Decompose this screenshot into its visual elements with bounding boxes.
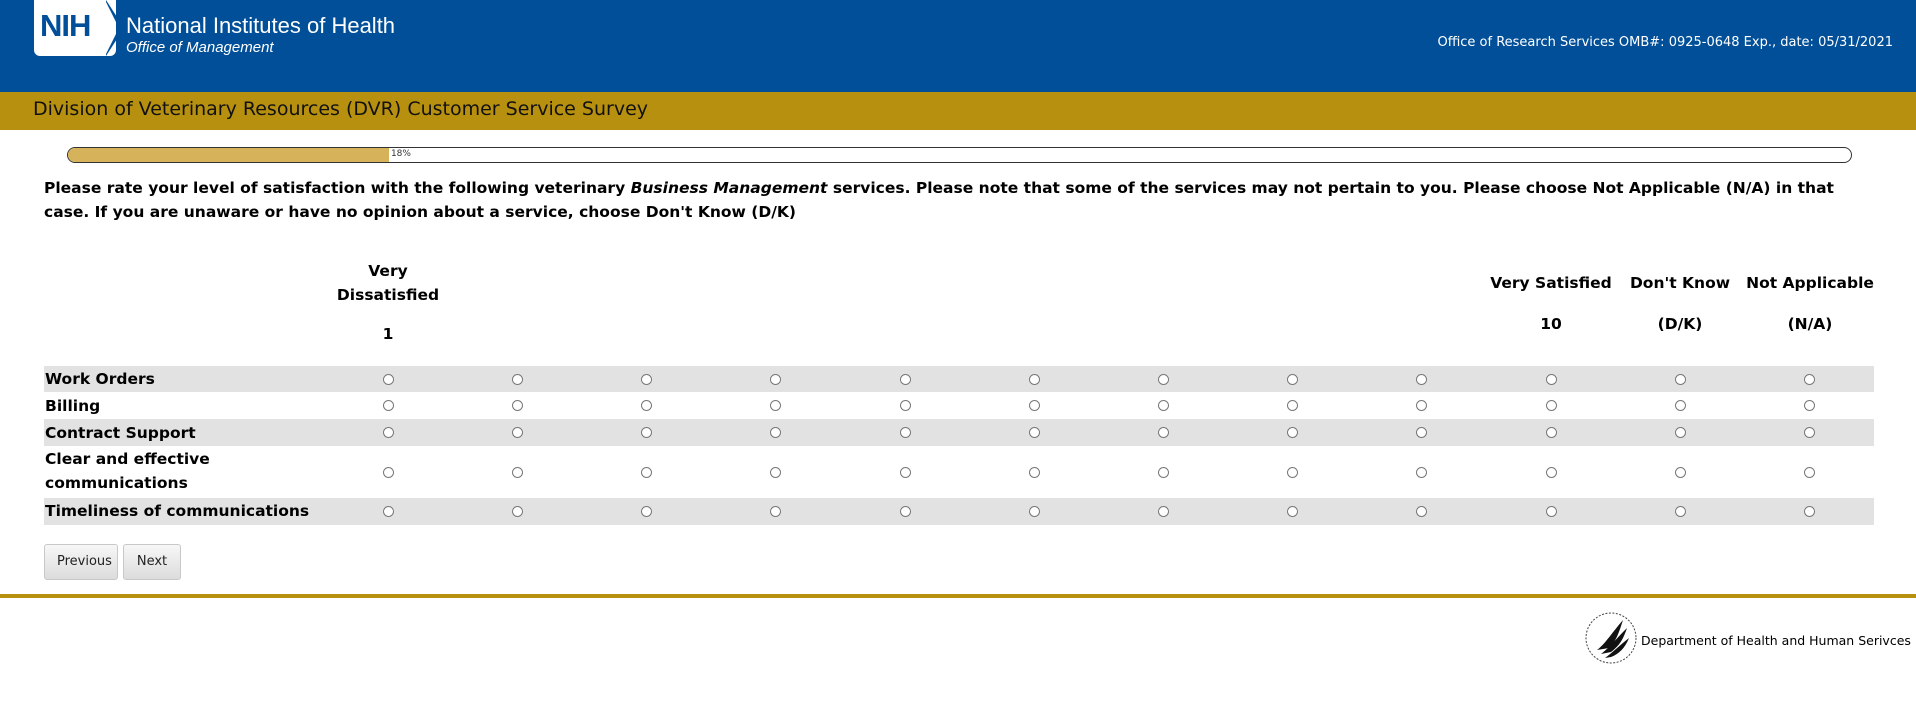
- radio-contract-support-1[interactable]: [383, 427, 394, 438]
- rating-row-clear-communications: [44, 446, 1874, 498]
- progress-fill: [68, 148, 389, 162]
- radio-clear-communications-8[interactable]: [1287, 467, 1298, 478]
- radio-clear-communications-dk[interactable]: [1675, 467, 1686, 478]
- radio-billing-10[interactable]: [1546, 400, 1557, 411]
- row-label: Timeliness of communications: [45, 502, 310, 520]
- radio-work-orders-6[interactable]: [1029, 374, 1040, 385]
- radio-work-orders-9[interactable]: [1416, 374, 1427, 385]
- radio-contract-support-7[interactable]: [1158, 427, 1169, 438]
- radio-timeliness-6[interactable]: [1029, 506, 1040, 517]
- hhs-seal-icon: [1583, 610, 1639, 666]
- radio-billing-7[interactable]: [1158, 400, 1169, 411]
- radio-clear-communications-7[interactable]: [1158, 467, 1169, 478]
- radio-timeliness-1[interactable]: [383, 506, 394, 517]
- radio-work-orders-3[interactable]: [641, 374, 652, 385]
- org-sub: Office of Management: [126, 39, 274, 56]
- radio-work-orders-dk[interactable]: [1675, 374, 1686, 385]
- radio-clear-communications-5[interactable]: [900, 467, 911, 478]
- instructions-emphasis: Business Management: [630, 179, 828, 197]
- radio-clear-communications-4[interactable]: [770, 467, 781, 478]
- radio-timeliness-9[interactable]: [1416, 506, 1427, 517]
- radio-timeliness-5[interactable]: [900, 506, 911, 517]
- col-dont-know-label: Don't Know: [1629, 274, 1731, 292]
- nih-logo[interactable]: [34, 0, 116, 56]
- radio-billing-na[interactable]: [1804, 400, 1815, 411]
- col-not-applicable-label: Not Applicable: [1746, 274, 1874, 292]
- col-very-dissatisfied-value: 1: [382, 325, 394, 343]
- radio-billing-dk[interactable]: [1675, 400, 1686, 411]
- row-label: Clear and effective communications: [45, 450, 210, 492]
- rating-row-timeliness: [44, 498, 1874, 525]
- radio-billing-1[interactable]: [383, 400, 394, 411]
- row-label: Billing: [45, 397, 101, 415]
- radio-timeliness-dk[interactable]: [1675, 506, 1686, 517]
- radio-timeliness-4[interactable]: [770, 506, 781, 517]
- radio-billing-6[interactable]: [1029, 400, 1040, 411]
- radio-contract-support-dk[interactable]: [1675, 427, 1686, 438]
- col-very-satisfied-value: 10: [1540, 315, 1562, 333]
- radio-clear-communications-3[interactable]: [641, 467, 652, 478]
- radio-clear-communications-na[interactable]: [1804, 467, 1815, 478]
- rating-row-billing: [44, 392, 1874, 419]
- radio-contract-support-4[interactable]: [770, 427, 781, 438]
- radio-work-orders-2[interactable]: [512, 374, 523, 385]
- radio-billing-9[interactable]: [1416, 400, 1427, 411]
- col-dont-know: [1620, 271, 1740, 336]
- next-button[interactable]: Next: [123, 544, 181, 580]
- hhs-name: Department of Health and Human Serivces: [1641, 633, 1911, 648]
- radio-billing-4[interactable]: [770, 400, 781, 411]
- instructions-before: Please rate your level of satisfaction with the following veterinary: [44, 179, 631, 197]
- row-label: Work Orders: [45, 370, 155, 388]
- nih-logo-text: NIH: [40, 8, 91, 43]
- radio-work-orders-7[interactable]: [1158, 374, 1169, 385]
- radio-timeliness-7[interactable]: [1158, 506, 1169, 517]
- rating-row-contract-support: [44, 419, 1874, 446]
- radio-billing-2[interactable]: [512, 400, 523, 411]
- rating-row-work-orders: [44, 366, 1874, 392]
- progress-bar: [67, 147, 1852, 163]
- radio-timeliness-na[interactable]: [1804, 506, 1815, 517]
- radio-billing-3[interactable]: [641, 400, 652, 411]
- radio-contract-support-5[interactable]: [900, 427, 911, 438]
- radio-work-orders-5[interactable]: [900, 374, 911, 385]
- col-dont-know-value: (D/K): [1657, 315, 1703, 333]
- radio-contract-support-10[interactable]: [1546, 427, 1557, 438]
- radio-work-orders-8[interactable]: [1287, 374, 1298, 385]
- org-name: National Institutes of Health: [126, 13, 396, 38]
- radio-billing-8[interactable]: [1287, 400, 1298, 411]
- nih-logo-chevron-inner-icon: [105, 0, 116, 56]
- omb-info: Office of Research Services OMB#: 0925-0648 Exp., date: 05/31/2021: [1437, 35, 1893, 50]
- survey-title: Division of Veterinary Resources (DVR) Customer Service Survey: [33, 98, 649, 120]
- col-very-satisfied-label: Very Satisfied: [1490, 274, 1612, 292]
- radio-timeliness-3[interactable]: [641, 506, 652, 517]
- site-header: [0, 0, 1916, 92]
- radio-clear-communications-1[interactable]: [383, 467, 394, 478]
- survey-title-bar: [0, 92, 1916, 130]
- radio-work-orders-4[interactable]: [770, 374, 781, 385]
- radio-timeliness-10[interactable]: [1546, 506, 1557, 517]
- row-label: Contract Support: [45, 424, 196, 442]
- radio-clear-communications-6[interactable]: [1029, 467, 1040, 478]
- footer-divider: [0, 594, 1916, 598]
- radio-contract-support-2[interactable]: [512, 427, 523, 438]
- radio-contract-support-9[interactable]: [1416, 427, 1427, 438]
- radio-timeliness-8[interactable]: [1287, 506, 1298, 517]
- radio-timeliness-2[interactable]: [512, 506, 523, 517]
- radio-clear-communications-10[interactable]: [1546, 467, 1557, 478]
- radio-clear-communications-2[interactable]: [512, 467, 523, 478]
- col-not-applicable-value: (N/A): [1787, 315, 1833, 333]
- col-very-dissatisfied-label: Very Dissatisfied: [336, 262, 440, 304]
- radio-work-orders-10[interactable]: [1546, 374, 1557, 385]
- instructions-after: services. Please note that some of the services may not pertain to you. Please choose Not Applicable (N/A) in that case. If you are unaware or have no opinion about a service, choose Don't Know (D/K): [44, 179, 1834, 221]
- radio-work-orders-1[interactable]: [383, 374, 394, 385]
- radio-work-orders-na[interactable]: [1804, 374, 1815, 385]
- radio-billing-5[interactable]: [900, 400, 911, 411]
- radio-contract-support-8[interactable]: [1287, 427, 1298, 438]
- survey-instructions: [44, 176, 1880, 224]
- radio-contract-support-6[interactable]: [1029, 427, 1040, 438]
- previous-button[interactable]: Previous: [44, 544, 118, 580]
- col-not-applicable: [1744, 271, 1876, 336]
- progress-percent: 18%: [390, 149, 411, 159]
- radio-contract-support-3[interactable]: [641, 427, 652, 438]
- radio-clear-communications-9[interactable]: [1416, 467, 1427, 478]
- col-very-dissatisfied: [328, 259, 448, 346]
- col-very-satisfied: [1480, 271, 1622, 336]
- radio-contract-support-na[interactable]: [1804, 427, 1815, 438]
